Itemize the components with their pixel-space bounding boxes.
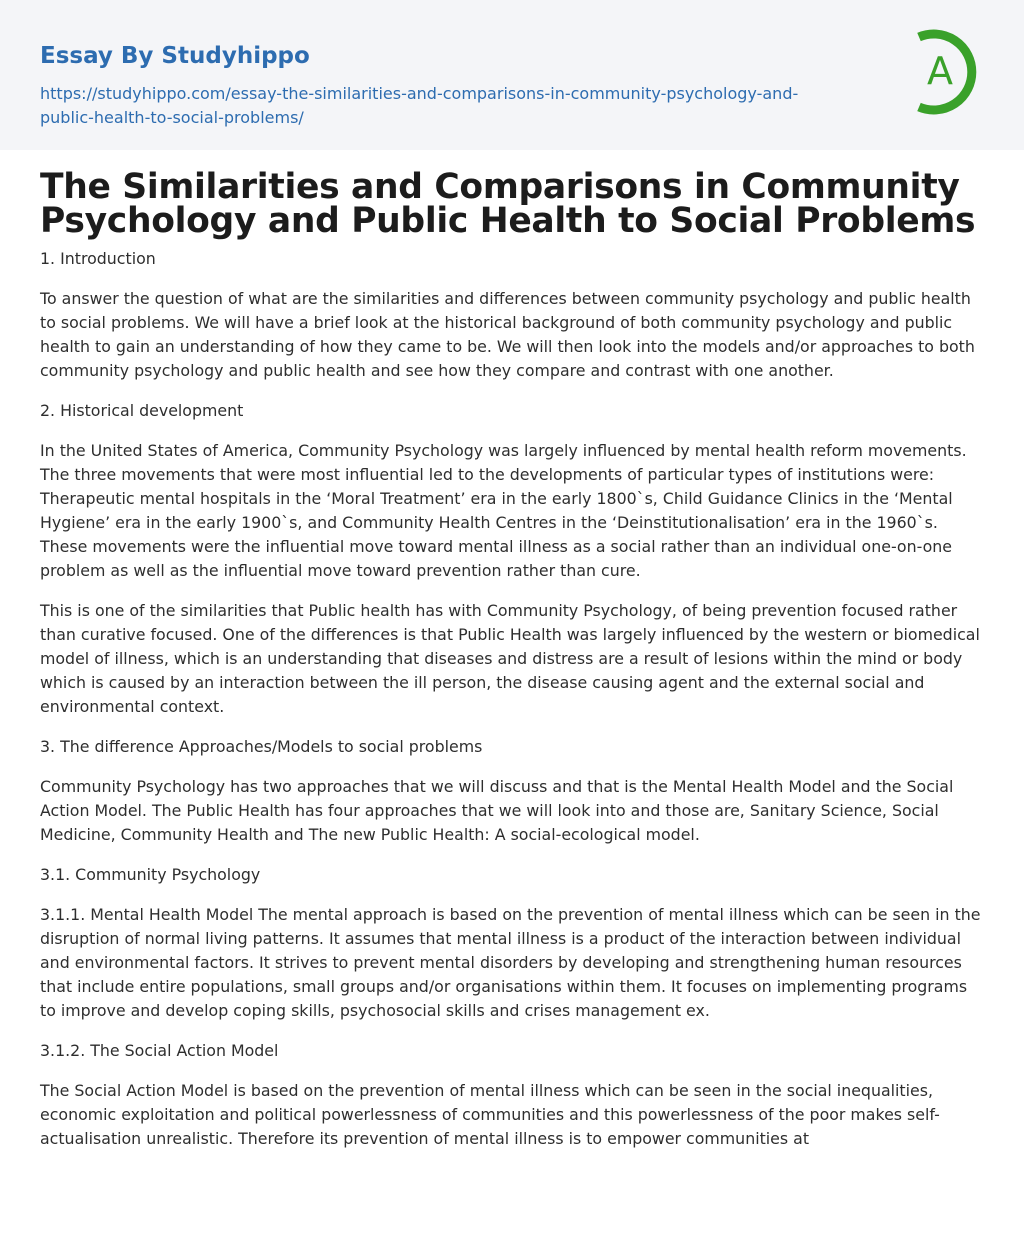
article-title: The Similarities and Comparisons in Community Psychology and Public Health to Social Problems (40, 167, 976, 241)
essay-url-link[interactable]: https://studyhippo.com/essay-the-similarities-and-comparisons-in-community-psychology-and-public-health-to-social-problems/ (40, 84, 799, 127)
paragraph-introduction: To answer the question of what are the similarities and differences between community psychology and public health to social problems. We will have a brief look at the historical background of both community psychology and public health to gain an understanding of how they came to be. We will then look into the models and/or approaches to both community psychology and public health and see how they compare and contrast with one another. (40, 289, 975, 380)
section-heading-historical-development: 2. Historical development (40, 401, 244, 420)
section-heading-social-action-model: 3.1.2. The Social Action Model (40, 1041, 279, 1060)
paragraph-approaches: Community Psychology has two approaches that we will discuss and that is the Mental Health Model and the Social Action Model. The Public Health has four approaches that we will look into and those are, Sanitary Science, Social Medicine, Community Health and The new Public Health: A social-ecological model. (40, 777, 954, 844)
brand-title[interactable]: Essay By Studyhippo (40, 43, 310, 69)
section-heading-introduction: 1. Introduction (40, 249, 156, 268)
section-heading-community-psychology: 3.1. Community Psychology (40, 865, 261, 884)
paragraph-similarities: This is one of the similarities that Public health has with Community Psychology, of being prevention focused rather than curative focused. One of the differences is that Public Health was largely influenced by the western or biomedical model of illness, which is an understanding that diseases and distress are a result of lesions within the mind or body which is caused by an interaction between the ill person, the disease causing agent and the external social and environmental context. (40, 601, 980, 716)
paragraph-social-action-model: The Social Action Model is based on the prevention of mental illness which can be seen in the social inequalities, economic exploitation and political powerlessness of communities and this powerlessness of the poor makes self-actualisation unrealistic. Therefore its prevention of mental illness is to empower communities at (40, 1081, 940, 1148)
site-header (0, 0, 1024, 150)
studyhippo-logo-icon[interactable] (907, 26, 991, 118)
article (0, 167, 1024, 1151)
paragraph-mental-health-model: 3.1.1. Mental Health Model The mental approach is based on the prevention of mental illness which can be seen in the disruption of normal living patterns. It assumes that mental illness is a product of the interaction between individual and environmental factors. It strives to prevent mental disorders by developing and strengthening human resources that include entire populations, small groups and/or organisations within them. It focuses on implementing programs to improve and develop coping skills, psychosocial skills and crises management ex. (40, 905, 981, 1020)
logo-letter: A (927, 49, 953, 93)
section-heading-approaches: 3. The difference Approaches/Models to social problems (40, 737, 483, 756)
paragraph-historical-development: In the United States of America, Community Psychology was largely influenced by mental health reform movements. The three movements that were most influential led to the developments of particular types of institutions were: Therapeutic mental hospitals in the ‘Moral Treatment’ era in the early 1800`s, Child Guidance Clinics in the ‘Mental Hygiene’ era in the early 1900`s, and Community Health Centres in the ‘Deinstitutionalisation’ era in the 1960`s. These movements were the influential move toward mental illness as a social rather than an individual one-on-one problem as well as the influential move toward prevention rather than cure. (40, 441, 967, 580)
